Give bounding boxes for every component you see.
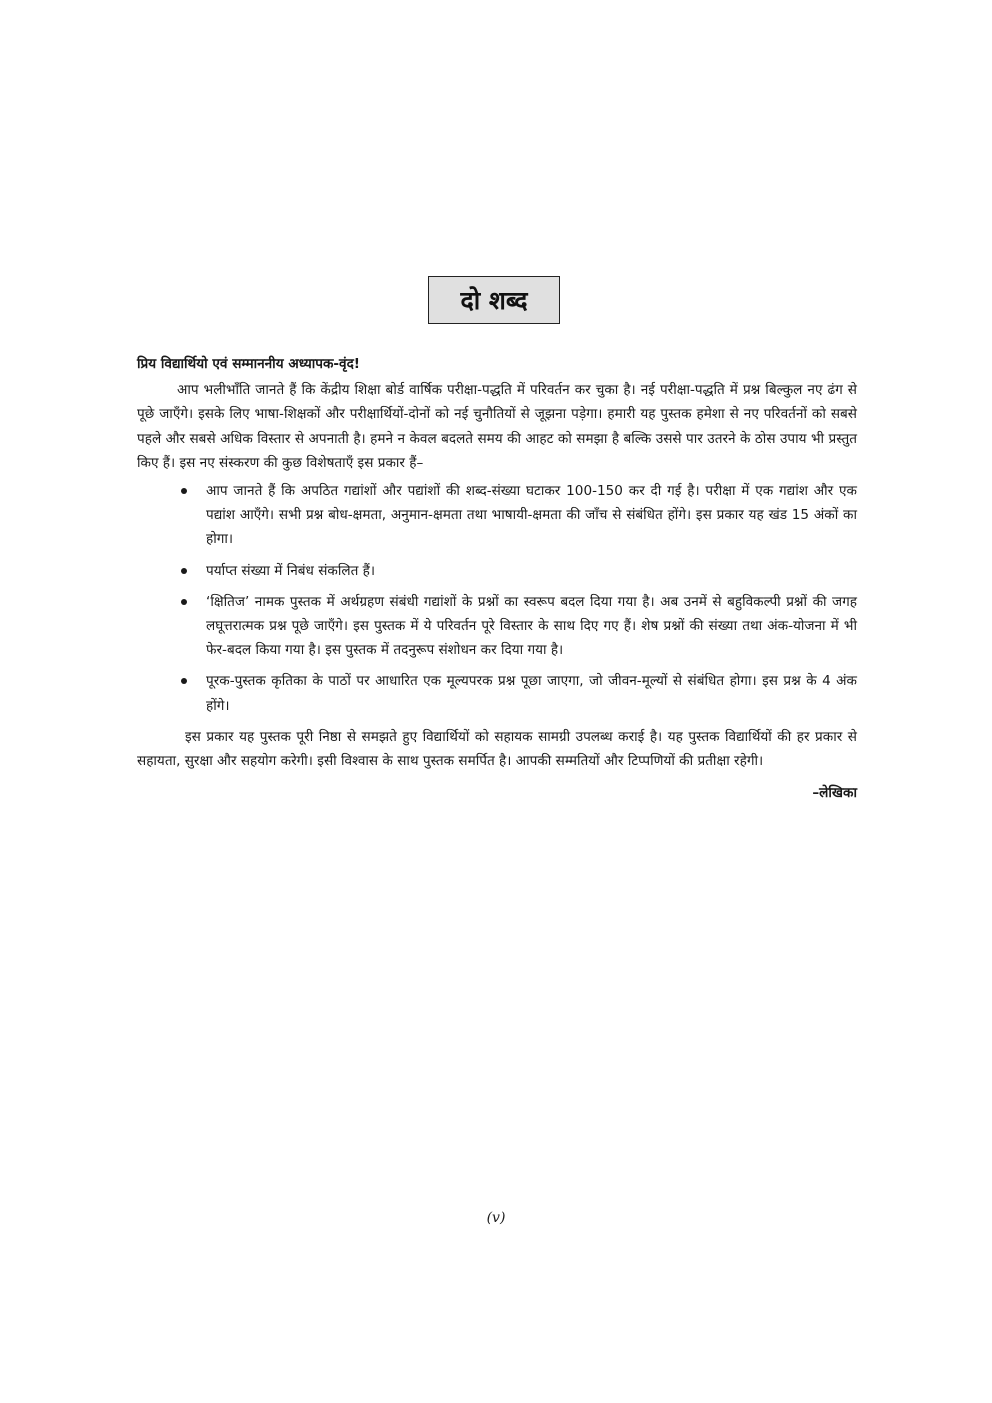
page-title: दो शब्द bbox=[428, 276, 560, 324]
list-item-text: पर्याप्त संख्या में निबंध संकलित हैं। bbox=[206, 562, 376, 579]
feature-list bbox=[137, 479, 857, 718]
bullet-icon bbox=[181, 568, 187, 574]
preface-body bbox=[137, 352, 857, 805]
page-number: (v) bbox=[486, 1210, 506, 1226]
list-item bbox=[206, 590, 857, 663]
intro-paragraph: आप भलीभाँति जानते हैं कि केंद्रीय शिक्षा बोर्ड वार्षिक परीक्षा-पद्धति में परिवर्तन कर चुका है। नई परीक्षा-पद्धति में प्रश्न बिल्कुल नए ढंग से पूछे जाएँगे। इसके लिए भाषा-शिक्षकों और परीक्षार्थियों-दोनों को नई चुनौतियों से जूझना पड़ेगा। हमारी यह पुस्तक हमेशा से नए परिवर्तनों को सबसे पहले और सबसे अधिक विस्तार से अपनाती है। हमने न केवल बदलते समय की आहट को समझा है बल्कि उससे पार उतरने के ठोस उपाय भी प्रस्तुत किए हैं। इस नए संस्करण की कुछ विशेषताएँ इस प्रकार हैं– bbox=[137, 382, 857, 471]
author-signature: –लेखिका bbox=[812, 785, 857, 802]
list-item bbox=[206, 559, 857, 583]
list-item-text: पूरक-पुस्तक कृतिका के पाठों पर आधारित एक मूल्यपरक प्रश्न पूछा जाएगा, जो जीवन-मूल्यों से संबंधित होगा। इस प्रश्न के 4 अंक होंगे। bbox=[206, 673, 857, 714]
list-item-text: ‘क्षितिज’ नामक पुस्तक में अर्थग्रहण संबंधी गद्यांशों के प्रश्नों का स्वरूप बदल दिया गया है। अब उनमें से बहुविकल्पी प्रश्नों की जगह लघूत्तरात्मक प्रश्न पूछे जाएँगे। इस पुस्तक में ये परिवर्तन पूरे विस्तार के साथ दिए गए हैं। शेष प्रश्नों की संख्या तथा अंक-योजना में भी फेर-बदल किया गया है। इस पुस्तक में तदनुरूप संशोधन कर दिया गया है। bbox=[206, 593, 857, 659]
list-item-text: आप जानते हैं कि अपठित गद्यांशों और पद्यांशों की शब्द-संख्या घटाकर 100-150 कर दी गई है। परीक्षा में एक गद्यांश और एक पद्यांश आएँगे। सभी प्रश्न बोध-क्षमता, अनुमान-क्षमता तथा भाषायी-क्षमता की जाँच से संबंधित होंगे। इस प्रकार यह खंड 15 अंकों का होगा। bbox=[206, 483, 857, 548]
bullet-icon bbox=[181, 488, 187, 494]
list-item bbox=[206, 479, 857, 552]
closing-paragraph: इस प्रकार यह पुस्तक पूरी निष्ठा से समझते हुए विद्यार्थियों को सहायक सामग्री उपलब्ध कराई है। यह पुस्तक विद्यार्थियों की हर प्रकार से सहायता, सुरक्षा और सहयोग करेगी। इसी विश्वास के साथ पुस्तक समर्पित है। आपकी सम्मतियों और टिप्पणियों की प्रतीक्षा रहेगी। bbox=[137, 728, 857, 770]
list-item bbox=[206, 669, 857, 717]
bullet-icon bbox=[181, 678, 187, 684]
bullet-icon bbox=[181, 599, 187, 605]
salutation: प्रिय विद्यार्थियो एवं सम्माननीय अध्यापक-वृंद! bbox=[137, 356, 360, 372]
